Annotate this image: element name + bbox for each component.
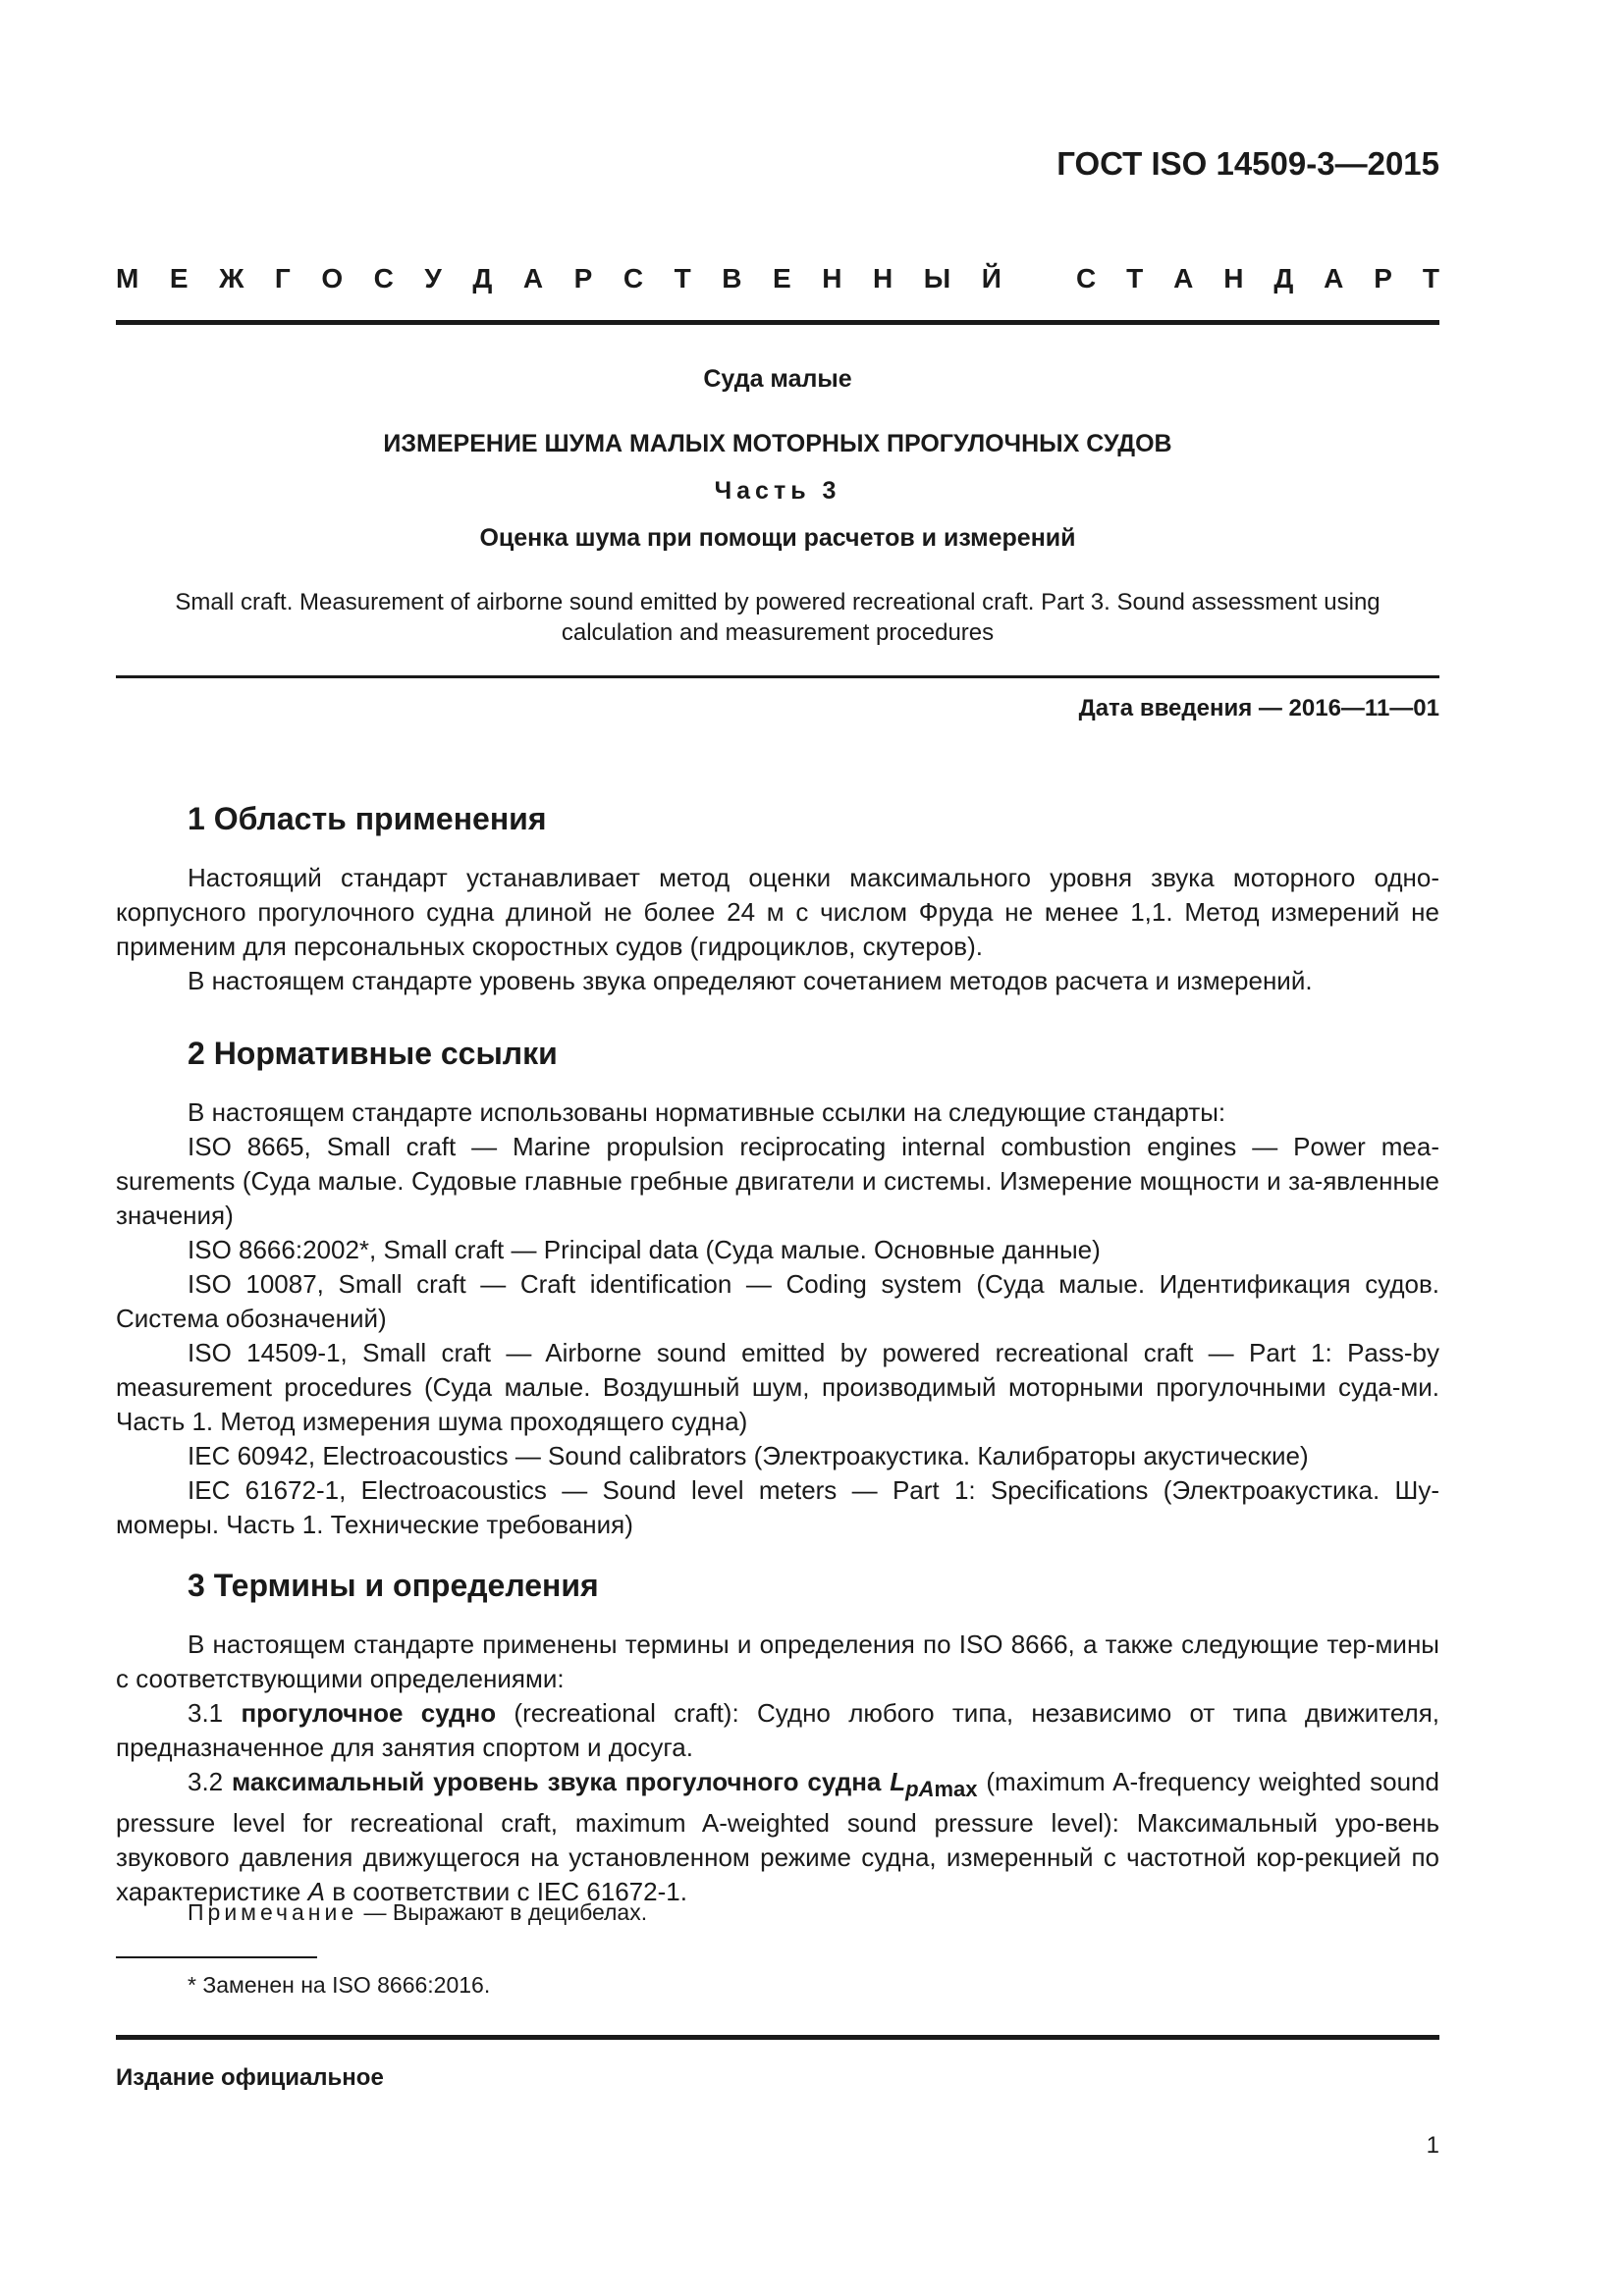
banner-letter: Д bbox=[1273, 263, 1294, 294]
title-part: Часть 3 bbox=[714, 477, 841, 505]
section-2-heading: 2 Нормативные ссылки bbox=[188, 1036, 558, 1071]
banner-letter: С bbox=[1076, 263, 1097, 294]
banner-letter: Р bbox=[573, 263, 593, 294]
banner-letter: С bbox=[623, 263, 644, 294]
banner-letter: О bbox=[321, 263, 344, 294]
banner-letter: А bbox=[1324, 263, 1344, 294]
banner-letter: А bbox=[1173, 263, 1194, 294]
section-3-heading: 3 Термины и определения bbox=[188, 1568, 599, 1603]
section-3-body bbox=[116, 1628, 1439, 1909]
banner-letter: Ы bbox=[923, 263, 951, 294]
term-3-2 bbox=[116, 1765, 1439, 1909]
banner-letter: Т bbox=[1126, 263, 1144, 294]
title-line-2: ИЗМЕРЕНИЕ ШУМА МАЛЫХ МОТОРНЫХ ПРОГУЛОЧНЫХ СУДОВ bbox=[383, 430, 1172, 457]
section-1-heading: 1 Область применения bbox=[188, 801, 547, 836]
title-english bbox=[116, 587, 1439, 648]
banner-letter: С bbox=[373, 263, 394, 294]
interstate-standard-banner bbox=[116, 263, 1439, 294]
banner-letter: Г bbox=[274, 263, 291, 294]
banner-letter: Д bbox=[472, 263, 493, 294]
banner-letter: Н bbox=[1223, 263, 1244, 294]
banner-letter: В bbox=[722, 263, 742, 294]
banner-letter: Ж bbox=[219, 263, 244, 294]
title-line-4: Оценка шума при помощи расчетов и измерений bbox=[479, 524, 1076, 552]
term-number: 3.2 bbox=[188, 1767, 224, 1796]
note bbox=[188, 1899, 647, 1926]
section-1-body bbox=[116, 861, 1439, 998]
title-english-line-1: Small craft. Measurement of airborne sound emitted by powered recreational craft. Part 3. Sound assessment using bbox=[175, 589, 1380, 615]
term-3-1 bbox=[116, 1696, 1439, 1765]
section-1-paragraph: В настоящем стандарте уровень звука определяют сочетанием методов расчета и измерений. bbox=[188, 966, 1313, 995]
footer-rule bbox=[116, 2035, 1439, 2040]
term-definition-tail: в соответствии с IEC 61672-1. bbox=[332, 1877, 687, 1907]
page-number: 1 bbox=[1426, 2132, 1439, 2159]
term-definition: (recreational craft): Судно любого типа, независимо от типа движителя, предназначенное для занятия спортом и досуга. bbox=[116, 1698, 1439, 1762]
title-rule bbox=[116, 675, 1439, 678]
reference-item: IEC 60942, Electroacoustics — Sound calibrators (Электроакустика. Калибраторы акустические) bbox=[188, 1441, 1309, 1470]
banner-letter: Н bbox=[872, 263, 893, 294]
term-symbol: $L_{pAmax}$ bbox=[890, 1767, 978, 1802]
term-definition: (maximum A-frequency weighted sound pressure level for recreational craft, maximum A-weighted sound pressure level): Максимальный уро-вень звукового давления движущегося на установленном режиме судна, измеренный с частотной кор-рекцией по характеристике bbox=[116, 1767, 1439, 1907]
banner-letter: Н bbox=[822, 263, 842, 294]
term-name: прогулочное судно bbox=[241, 1698, 497, 1728]
banner-letter: Е bbox=[169, 263, 189, 294]
section-2-intro: В настоящем стандарте использованы нормативные ссылки на следующие стандарты: bbox=[188, 1097, 1226, 1127]
document-code: ГОСТ ISO 14509-3—2015 bbox=[1056, 145, 1439, 182]
section-1-paragraph: Настоящий стандарт устанавливает метод оценки максимального уровня звука моторного одно-корпусного прогулочного судна длиной не более 24 м с числом Фруда не менее 1,1. Метод измерений не применим для персональных скоростных судов (гидроциклов, скутеров). bbox=[116, 863, 1439, 961]
term-name: максимальный уровень звука прогулочного судна bbox=[232, 1767, 882, 1796]
reference-item: ISO 8666:2002*, Small craft — Principal data (Суда малые. Основные данные) bbox=[188, 1235, 1101, 1264]
reference-item: ISO 14509-1, Small craft — Airborne sound emitted by powered recreational craft — Part 1: Pass-by measurement procedures (Суда малые. Воздушный шум, производимый моторными прогулочными суда-ми. Часть 1. Метод измерения шума проходящего судна) bbox=[116, 1338, 1439, 1436]
section-3-intro: В настоящем стандарте применены термины и определения по ISO 8666, а также следующие тер-мины с соответствующими определениями: bbox=[116, 1629, 1439, 1693]
banner-letter: Е bbox=[773, 263, 791, 294]
document-page bbox=[116, 0, 1439, 2296]
banner-word-standard bbox=[1076, 263, 1439, 294]
reference-item: ISO 10087, Small craft — Craft identification — Coding system (Суда малые. Идентификация судов. Система обозначений) bbox=[116, 1269, 1439, 1333]
title-english-line-2: calculation and measurement procedures bbox=[561, 619, 995, 646]
banner-letter: Р bbox=[1374, 263, 1392, 294]
footnote: * Заменен на ISO 8666:2016. bbox=[188, 1972, 491, 1998]
term-number: 3.1 bbox=[188, 1698, 224, 1728]
banner-letter: Т bbox=[674, 263, 691, 294]
introduction-date: Дата введения — 2016—11—01 bbox=[1078, 695, 1439, 721]
header-rule bbox=[116, 320, 1439, 325]
banner-word-interstate bbox=[116, 263, 1001, 294]
reference-item: ISO 8665, Small craft — Marine propulsion reciprocating internal combustion engines — Power mea-surements (Суда малые. Судовые главные гребные двигатели и системы. Измерение мощности и за-явленные значения) bbox=[116, 1132, 1439, 1230]
banner-letter: Т bbox=[1422, 263, 1439, 294]
title-line-1: Суда малые bbox=[703, 365, 852, 393]
section-2-body bbox=[116, 1095, 1439, 1542]
footnote-rule bbox=[116, 1956, 317, 1958]
term-definition-italic: A bbox=[307, 1877, 325, 1907]
banner-letter: А bbox=[522, 263, 544, 294]
reference-item: IEC 61672-1, Electroacoustics — Sound level meters — Part 1: Specifications (Электроакустика. Шу-момеры. Часть 1. Технические требования) bbox=[116, 1475, 1439, 1539]
note-label: Примечание bbox=[188, 1899, 358, 1925]
banner-letter: Й bbox=[981, 263, 1001, 294]
banner-letter: М bbox=[116, 263, 139, 294]
banner-letter: У bbox=[424, 263, 442, 294]
official-edition-label: Издание официальное bbox=[116, 2064, 384, 2091]
note-text: — Выражают в децибелах. bbox=[363, 1899, 648, 1925]
